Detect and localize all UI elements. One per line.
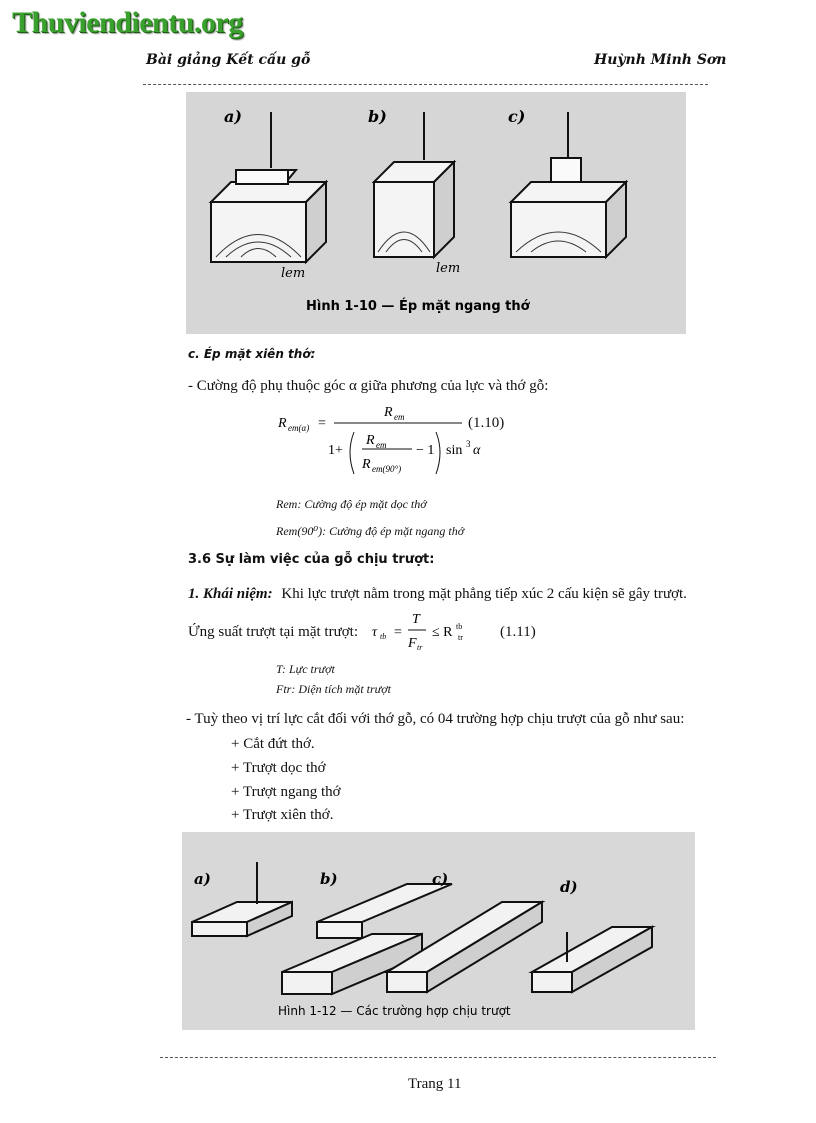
figure2-label-b: b) (320, 870, 338, 888)
formula-1-10-number: (1.10) (468, 415, 505, 431)
svg-text:sin: sin (446, 443, 463, 458)
figure2-drawing (182, 832, 695, 1030)
subsection-title: c. Ép mặt xiên thớ: (188, 347, 316, 361)
definition-rem90: Rem(90⁰): Cường độ ép mặt ngang thớ (276, 524, 465, 538)
figure2-caption: Hình 1-12 — Các trường hợp chịu trượt (278, 1004, 511, 1018)
header-divider (143, 84, 708, 85)
list-item: + Trượt ngang thớ (231, 784, 341, 800)
concept-text: Khi lực trượt nằm trong mặt phẳng tiếp xúc 2 cấu kiện sẽ gây trượt. (281, 586, 687, 602)
svg-text:em(α): em(α) (288, 423, 310, 433)
figure1-dim-b: lem (436, 261, 461, 276)
figure1-label-b: b) (368, 107, 387, 126)
definition-rem: Rem: Cường độ ép mặt dọc thớ (276, 497, 427, 511)
footer-divider (160, 1057, 716, 1058)
figure1-drawing (186, 92, 686, 334)
svg-text:tb: tb (380, 632, 387, 641)
svg-text:=: = (318, 416, 326, 431)
svg-text:F: F (408, 636, 417, 651)
section-heading: 3.6 Sự làm việc của gỗ chịu trượt: (188, 552, 435, 567)
svg-text:em(90°): em(90°) (372, 464, 402, 474)
svg-text:tb: tb (456, 622, 463, 631)
svg-text:R: R (366, 433, 375, 448)
figure1-label-c: c) (508, 107, 526, 126)
formula-1-11-graphic (372, 609, 492, 655)
svg-text:em: em (376, 440, 387, 450)
svg-text:R: R (278, 416, 287, 431)
svg-text:=: = (394, 625, 402, 640)
definition-Ftr: Ftr: Diện tích mặt trượt (276, 682, 391, 696)
paragraph-angle: - Cường độ phụ thuộc góc α giữa phương của lực và thớ gỗ: (188, 378, 549, 394)
svg-text:em: em (394, 412, 405, 422)
figure-compression-across-grain (186, 92, 686, 334)
figure2-label-a: a) (194, 870, 211, 888)
formula-1-11-number: (1.11) (500, 624, 536, 640)
list-item: + Cắt đứt thớ. (231, 736, 315, 752)
svg-text:R: R (362, 457, 371, 472)
header-author: Huỳnh Minh Sơn (594, 52, 727, 68)
concept-paragraph (188, 585, 687, 603)
figure2-label-d: d) (560, 878, 578, 896)
svg-text:tr: tr (417, 643, 423, 652)
svg-text:≤ R: ≤ R (432, 625, 453, 640)
formula-1-11 (372, 609, 492, 655)
figure1-dim-a: lem (281, 266, 306, 281)
svg-text:tr: tr (458, 633, 463, 642)
cases-paragraph: - Tuỳ theo vị trí lực cắt đối với thớ gỗ, có 04 trường hợp chịu trượt của gỗ như sau: (186, 711, 685, 727)
svg-text:τ: τ (372, 625, 378, 640)
site-logo: Thuviendientu.org (12, 6, 243, 39)
page-number: Trang 11 (408, 1076, 462, 1092)
svg-text:3: 3 (466, 439, 471, 449)
svg-text:− 1: − 1 (416, 443, 435, 458)
svg-text:1+: 1+ (328, 443, 343, 458)
svg-text:R: R (384, 405, 393, 420)
figure2-label-c: c) (432, 870, 449, 888)
svg-text:T: T (412, 612, 420, 627)
list-item: + Trượt xiên thớ. (231, 807, 334, 823)
figure1-label-a: a) (224, 107, 242, 126)
svg-text:α: α (473, 443, 481, 458)
header-course-title: Bài giảng Kết cấu gỗ (146, 52, 311, 68)
definition-T: T: Lực trượt (276, 662, 335, 676)
concept-label: 1. Khái niệm: (188, 586, 273, 602)
shear-stress-text: Ứng suất trượt tại mặt trượt: (188, 624, 358, 640)
figure1-caption: Hình 1-10 — Ép mặt ngang thớ (306, 299, 530, 314)
figure-shear-cases (182, 832, 695, 1030)
list-item: + Trượt dọc thớ (231, 760, 326, 776)
